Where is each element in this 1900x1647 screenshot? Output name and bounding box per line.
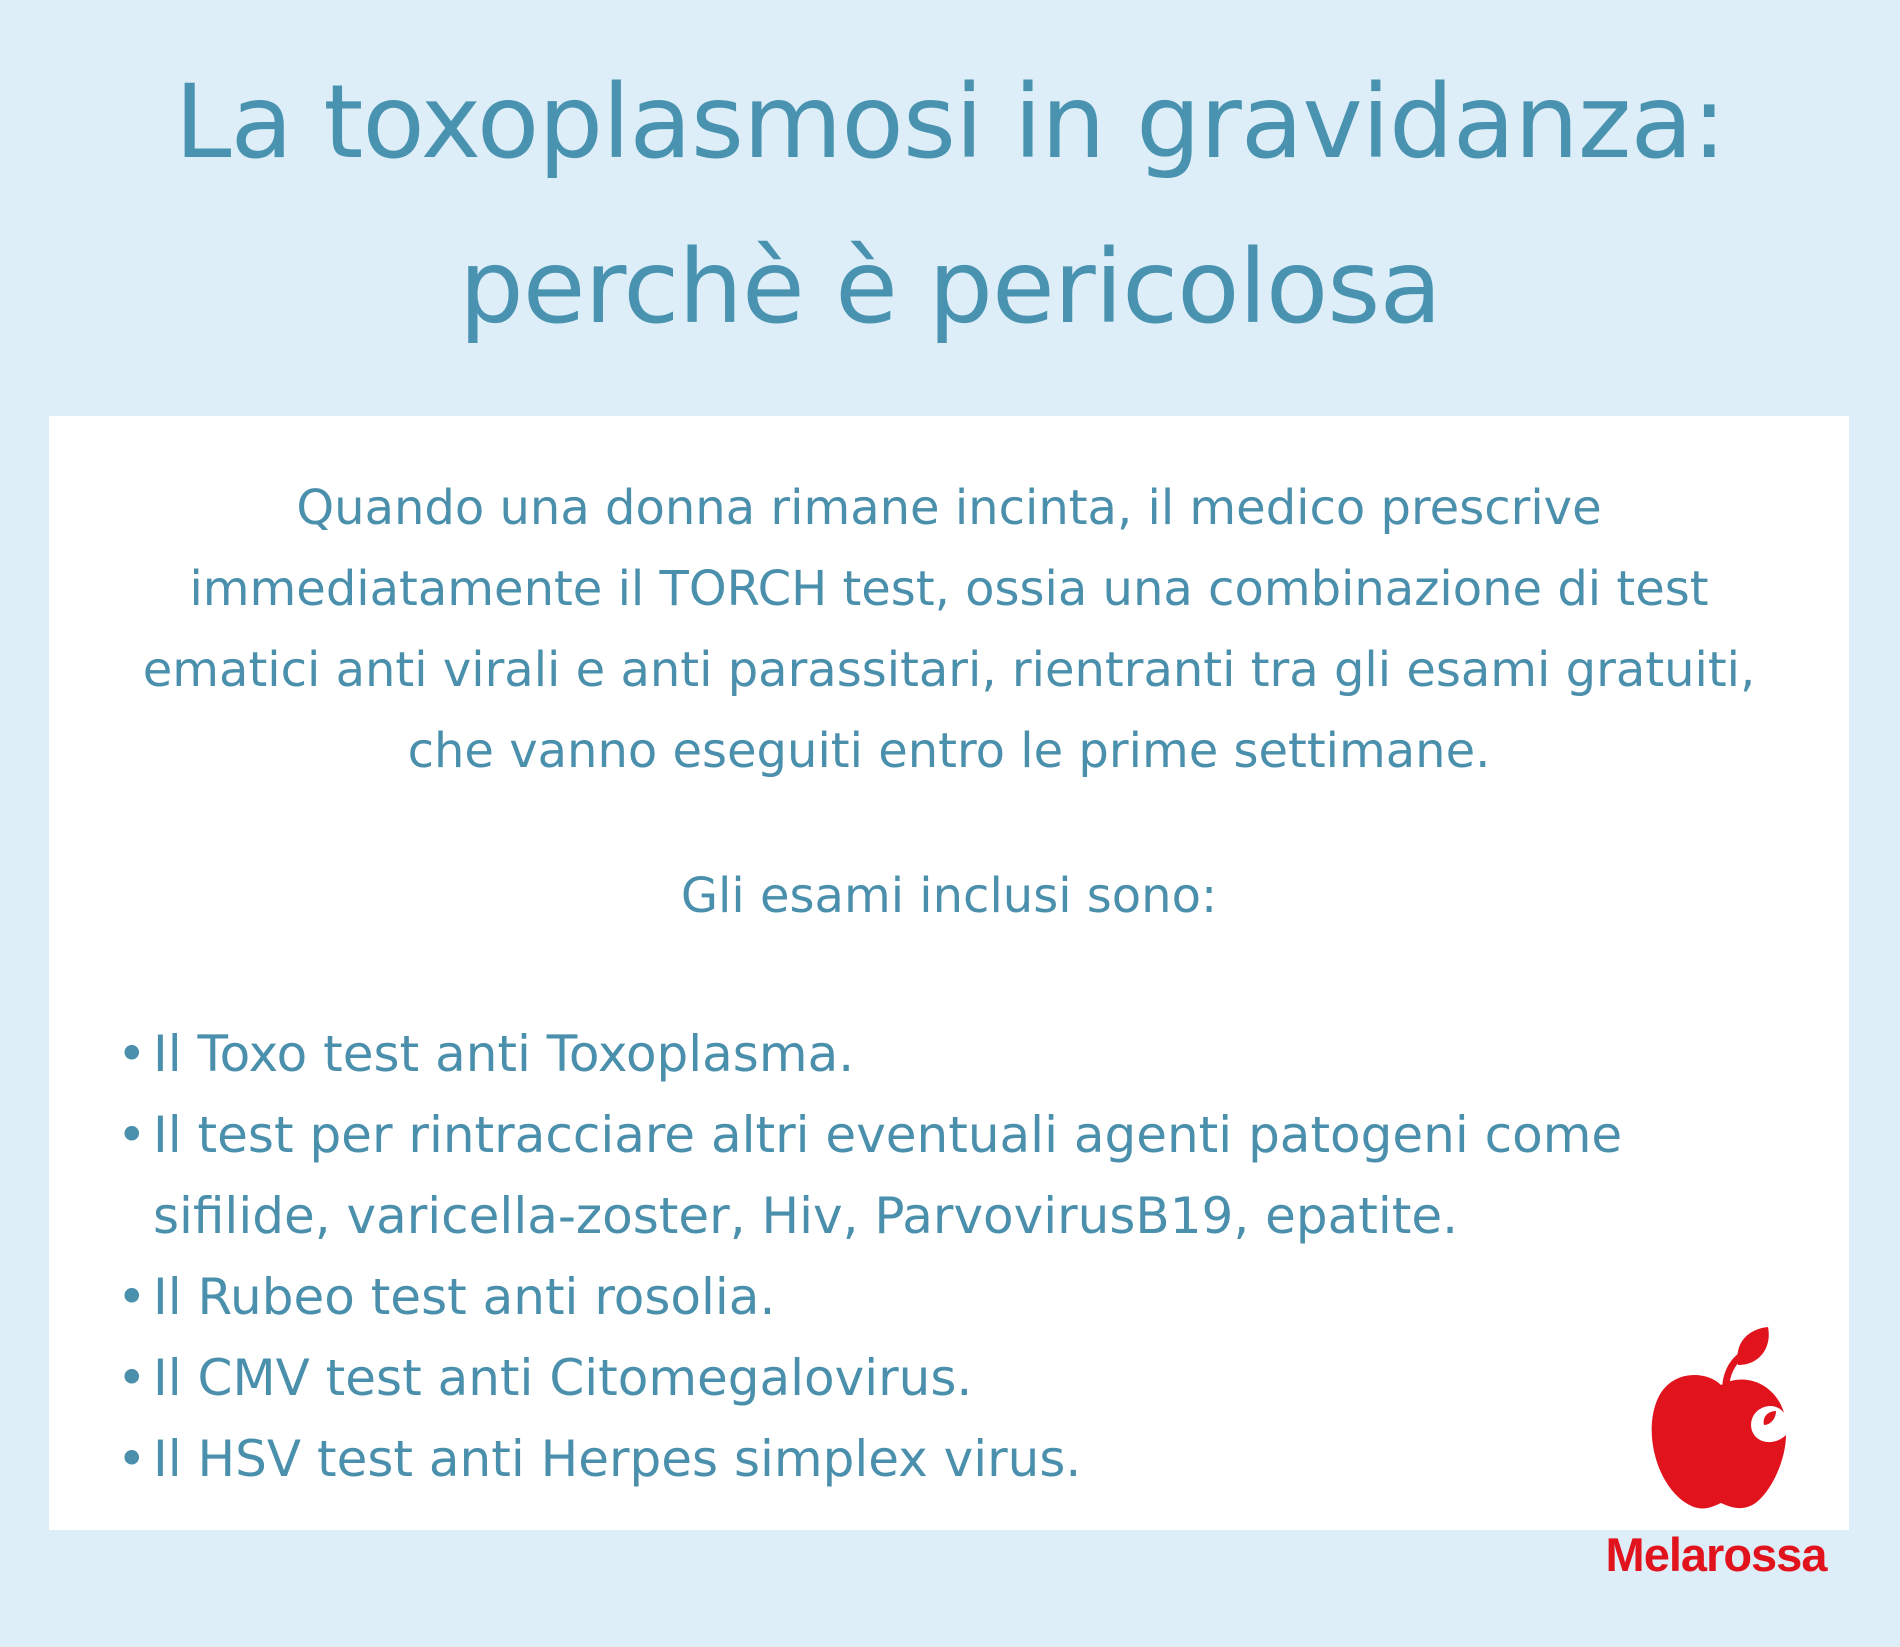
page-title: [0, 40, 1900, 370]
list-item-text: Il Rubeo test anti rosolia.: [153, 1268, 776, 1326]
list-item-text: Il HSV test anti Herpes simplex virus.: [153, 1430, 1082, 1488]
brand-name: Melarossa: [1605, 1528, 1827, 1581]
list-item-text: Il CMV test anti Citomegalovirus.: [153, 1349, 973, 1407]
list-item: [113, 1419, 1713, 1500]
bullet-icon: •: [117, 1025, 147, 1083]
content-card: [49, 416, 1849, 1530]
list-item: [113, 1014, 1713, 1095]
bullet-icon: •: [117, 1268, 147, 1326]
apple-icon: [1646, 1325, 1796, 1515]
list-item: [113, 1095, 1713, 1257]
page-title-line-2: perchè è pericolosa: [459, 228, 1441, 347]
page-title-line-1: La toxoplasmosi in gravidanza:: [174, 63, 1726, 182]
intro-line: ematici anti virali e anti parassitari, rientranti tra gli esami gratuiti,: [142, 642, 1756, 698]
intro-line: che vanno eseguiti entro le prime settimane.: [407, 723, 1491, 779]
bullet-icon: •: [117, 1349, 147, 1407]
intro-paragraph: [109, 468, 1789, 792]
brand-logo[interactable]: [1596, 1325, 1836, 1615]
list-item-text-continued: sifilide, varicella-zoster, Hiv, ParvovirusB19, epatite.: [153, 1187, 1459, 1245]
exams-list: [113, 1014, 1713, 1500]
list-item: [113, 1257, 1713, 1338]
bullet-icon: •: [117, 1106, 147, 1164]
list-item: [113, 1338, 1713, 1419]
intro-line: immediatamente il TORCH test, ossia una combinazione di test: [189, 561, 1709, 617]
list-item-text: Il test per rintracciare altri eventuali agenti patogeni come: [153, 1106, 1623, 1164]
bullet-icon: •: [117, 1430, 147, 1488]
exams-subheading: Gli esami inclusi sono:: [680, 868, 1218, 924]
list-item-text: Il Toxo test anti Toxoplasma.: [153, 1025, 855, 1083]
intro-line: Quando una donna rimane incinta, il medico prescrive: [296, 480, 1602, 536]
